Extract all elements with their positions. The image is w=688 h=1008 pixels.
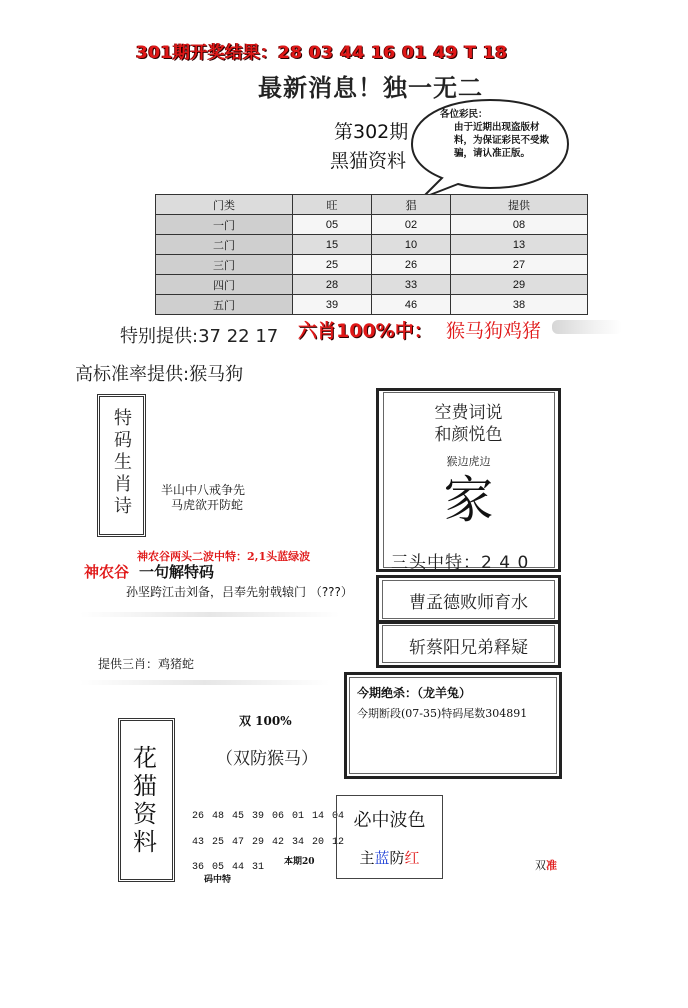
wave-color-pick [336,847,443,868]
table-cell: 38 [450,295,587,315]
flower-title: 花猫资料 [133,744,157,856]
table-header-cell: 门类 [156,195,293,215]
poem-title: 特码生肖诗 [114,408,132,517]
table-cell: 33 [371,275,450,295]
table-cell: 28 [293,275,372,295]
table-row [156,255,588,275]
table-row [156,215,588,235]
riddle-hint: 猴边虎边 [446,455,491,468]
smudge-decoration [80,612,340,617]
shennong-headline: 神农谷两头二波中特：2,1头蓝绿波 [137,550,311,563]
special-offer: 特别提供:37 22 17 [120,326,279,347]
double-accurate-red: 准 [546,859,557,872]
table-cell: 15 [293,235,372,255]
table-cell: 一门 [156,215,293,235]
this-period-label: 本期20 [284,857,315,867]
number-row: 36 05 44 31 [192,862,265,873]
bubble-greeting: 各位彩民： [440,109,488,120]
table-cell: 五门 [156,295,293,315]
six-zodiac-label: 六肖100%中： [298,320,433,342]
table-cell: 25 [293,255,372,275]
number-row: 26 48 45 39 06 01 14 04 [192,811,345,822]
table-cell: 27 [450,255,587,275]
door-table [155,194,588,315]
double-accurate-black: 双 [535,859,546,872]
brush-stroke-decoration [552,320,622,334]
riddle-line: 空费词说 [434,403,503,423]
wave-red: 红 [404,849,420,867]
shennong-title-black: 一句解特码 [139,563,215,581]
double-accurate [535,857,557,873]
table-cell: 46 [371,295,450,315]
six-zodiac-values: 猴马狗鸡猪 [446,320,542,342]
bubble-body: 由于近期出现盗版材料，为保证彩民不受欺骗，请认准正版。 [454,122,550,159]
table-cell: 02 [371,215,450,235]
riddle-big-character: 家 [443,471,494,529]
table-cell: 13 [450,235,587,255]
table-header-row [156,195,588,215]
kill-line: 今期断段(07-35)特码尾数304891 [357,707,528,720]
table-cell: 四门 [156,275,293,295]
table-cell: 二门 [156,235,293,255]
issue-number: 第302期 [334,121,409,143]
bubble-notice [440,108,550,160]
table-header-cell: 猖 [371,195,450,215]
table-cell: 08 [450,215,587,235]
table-cell: 26 [371,255,450,275]
table-cell: 05 [293,215,372,235]
draw-result-line: 301期开奖结果：28 03 44 16 01 49 T 18 [136,43,508,63]
wave-color-title: 必中波色 [353,810,426,831]
table-cell: 39 [293,295,372,315]
wave-blue: 蓝 [374,849,390,867]
news-title: 最新消息！独一无二 [258,74,483,102]
offer-three-zodiacs: 提供三肖：鸡猪蛇 [98,657,195,671]
table-header-cell: 旺 [293,195,372,215]
double-guard-label: （双防猴马） [216,749,318,769]
table-row [156,235,588,255]
phrase-text: 曹孟德败师育水 [409,593,528,613]
smudge-decoration [80,680,330,685]
table-header-cell: 提供 [450,195,587,215]
wave-mid: 防 [389,849,405,867]
kill-line: 今期绝杀：（龙羊兔） [357,686,472,700]
shennong-title-red: 神农谷 [84,563,130,581]
table-cell: 三门 [156,255,293,275]
code-special-label: 码中特 [204,875,232,885]
double-100-label: 双 100% [239,714,292,728]
number-row: 43 25 47 29 42 34 20 12 [192,837,345,848]
three-head-special: 三头中特：2 4 0 [391,553,530,573]
poem-line: 马虎欲开防蛇 [171,498,244,512]
table-row [156,275,588,295]
wave-prefix: 主 [359,849,375,867]
shennong-sentence: 孙坚跨江击刘备，吕奉先射戟辕门 （???） [126,585,353,599]
table-row [156,295,588,315]
material-title: 黑猫资料 [330,150,407,172]
poem-line: 半山中八戒争先 [161,483,246,497]
table-cell: 29 [450,275,587,295]
table-cell: 10 [371,235,450,255]
riddle-line: 和颜悦色 [434,425,503,445]
phrase-text: 斩蔡阳兄弟释疑 [409,638,528,658]
high-accuracy-offer: 高标准率提供:猴马狗 [75,364,244,385]
